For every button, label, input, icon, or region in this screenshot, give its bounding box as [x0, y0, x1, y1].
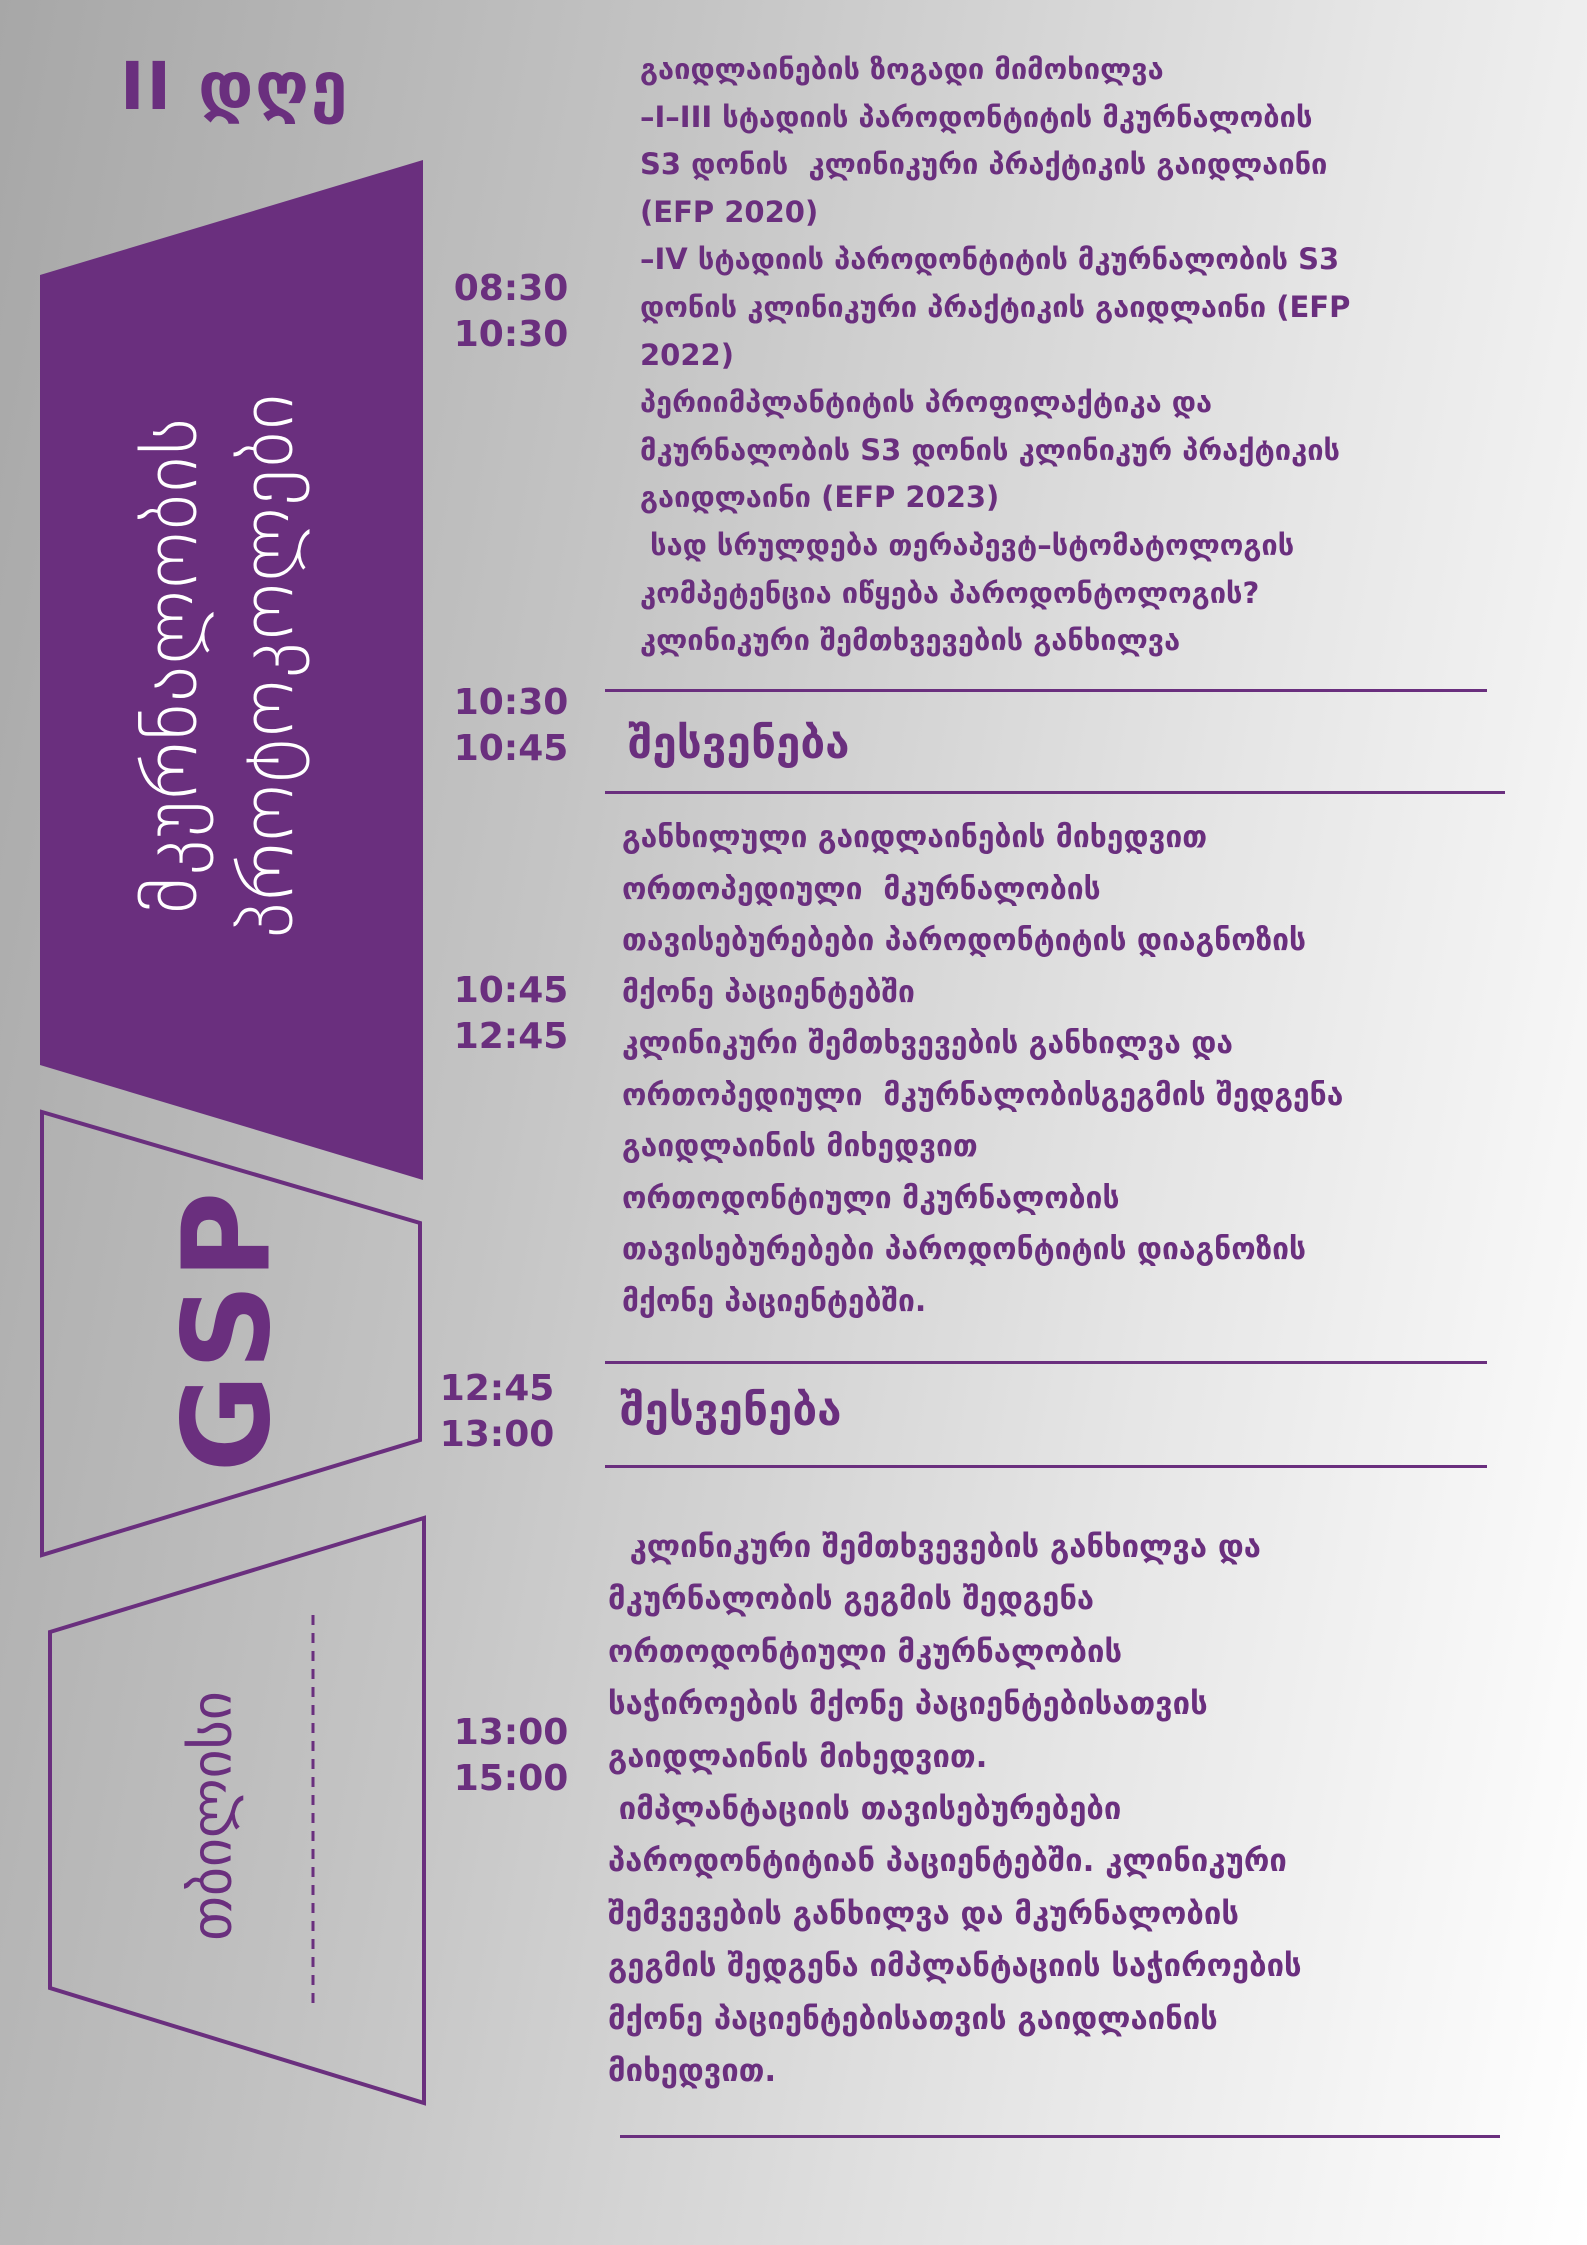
time-start: 08:30: [453, 268, 569, 309]
time-start: 10:45: [453, 970, 569, 1011]
session-line: ორთოდონტიული მკურნალობის: [608, 1633, 1123, 1670]
time-end: 13:00: [439, 1414, 555, 1455]
session-line: მქონე პაციენტებში.: [622, 1283, 927, 1319]
session-line: თავისებურებები პაროდონტიტის დიაგნოზის: [622, 923, 1307, 958]
session-line: კლინიკური შემთხვევების განხილვა: [640, 623, 1181, 658]
break-title-2: შესვენება: [620, 1385, 842, 1436]
time-start: 12:45: [439, 1368, 555, 1409]
time-start: 13:00: [453, 1712, 569, 1753]
time-end: 10:45: [453, 728, 569, 769]
session-1-description: [640, 46, 1350, 665]
session-line: კლინიკური შემთხვევების განხილვა და: [622, 1026, 1233, 1061]
session-line: თავისებურებები პაროდონტიტის დიაგნოზის: [622, 1232, 1307, 1267]
place-label: თბილისი: [179, 1691, 245, 1941]
session-3-description: [622, 812, 1343, 1327]
time-slot-1: [436, 266, 586, 358]
session-line: მკურნალობის გეგმის შედგენა: [608, 1581, 1095, 1618]
banner-line-2: პროტოკოლები: [221, 391, 311, 939]
break-title-1: შესვენება: [628, 718, 850, 769]
session-line: გაიდლაინის მიხედვით: [622, 1129, 978, 1164]
session-line: პერიიმპლანტიტის პროფილაქტიკა და: [640, 385, 1213, 420]
time-slot-5: [436, 1710, 586, 1802]
session-line: მიხედვით.: [608, 2053, 777, 2090]
divider: [605, 1465, 1487, 1468]
time-start: 10:30: [453, 682, 569, 723]
time-slot-2: [436, 680, 586, 772]
gsp-logo: GSP: [158, 1187, 298, 1473]
session-line: გაიდლაინი (EFP 2023): [640, 480, 1000, 515]
session-line: ორთოდონტიული მკურნალობის: [622, 1180, 1120, 1216]
session-line: პაროდონტიტიან პაციენტებში. კლინიკური: [608, 1843, 1287, 1880]
time-end: 10:30: [453, 314, 569, 355]
session-line: ორთოპედიული მკურნალობისგეგმის შედგენა: [622, 1077, 1344, 1113]
divider: [605, 791, 1505, 794]
session-line: კომპეტენცია იწყება პაროდონტოლოგის?: [640, 575, 1260, 610]
session-line: გაიდლაინის მიხედვით.: [608, 1738, 988, 1775]
session-line: მქონე პაციენტებისათვის გაიდლაინის: [608, 2000, 1218, 2037]
session-line: სად სრულდება თერაპევტ–სტომატოლოგის: [640, 527, 1295, 562]
session-line: იმპლანტაციის თავისებურებები: [608, 1791, 1122, 1828]
banner-line-1: მკურნალობის: [125, 416, 215, 914]
time-end: 15:00: [453, 1758, 569, 1799]
session-line: 2022): [640, 337, 734, 372]
day-title: II დღე: [120, 48, 350, 125]
time-slot-3: [436, 968, 586, 1060]
session-line: –IV სტადიის პაროდონტიტის მკურნალობის S3: [640, 242, 1340, 277]
session-5-description: [608, 1521, 1302, 2097]
session-line: დონის კლინიკური პრაქტიკის გაიდლაინი (EFP: [640, 289, 1351, 324]
session-line: ორთოპედიული მკურნალობის: [622, 871, 1101, 907]
session-line: მკურნალობის S3 დონის კლინიკურ პრაქტიკის: [640, 432, 1341, 467]
session-line: გაიდლაინების ზოგადი მიმოხილვა: [640, 52, 1164, 86]
session-line: მქონე პაციენტებში: [622, 974, 915, 1010]
divider: [620, 2135, 1500, 2138]
session-line: შემვევების განხილვა და მკურნალობის: [608, 1895, 1239, 1932]
session-line: განხილული გაიდლაინების მიხედვით: [622, 820, 1208, 855]
session-line: (EFP 2020): [640, 194, 819, 229]
divider: [605, 689, 1487, 692]
divider: [605, 1361, 1487, 1364]
session-line: გეგმის შედგენა იმპლანტაციის საჭიროების: [608, 1948, 1302, 1985]
session-line: კლინიკური შემთხვევების განხილვა და: [608, 1529, 1261, 1565]
session-line: –I–III სტადიის პაროდონტიტის მკურნალობის: [640, 99, 1313, 134]
time-slot-4: [422, 1366, 572, 1458]
session-line: S3 დონის კლინიკური პრაქტიკის გაიდლაინი: [640, 147, 1328, 182]
time-end: 12:45: [453, 1016, 569, 1057]
session-line: საჭიროების მქონე პაციენტებისათვის: [608, 1686, 1208, 1723]
